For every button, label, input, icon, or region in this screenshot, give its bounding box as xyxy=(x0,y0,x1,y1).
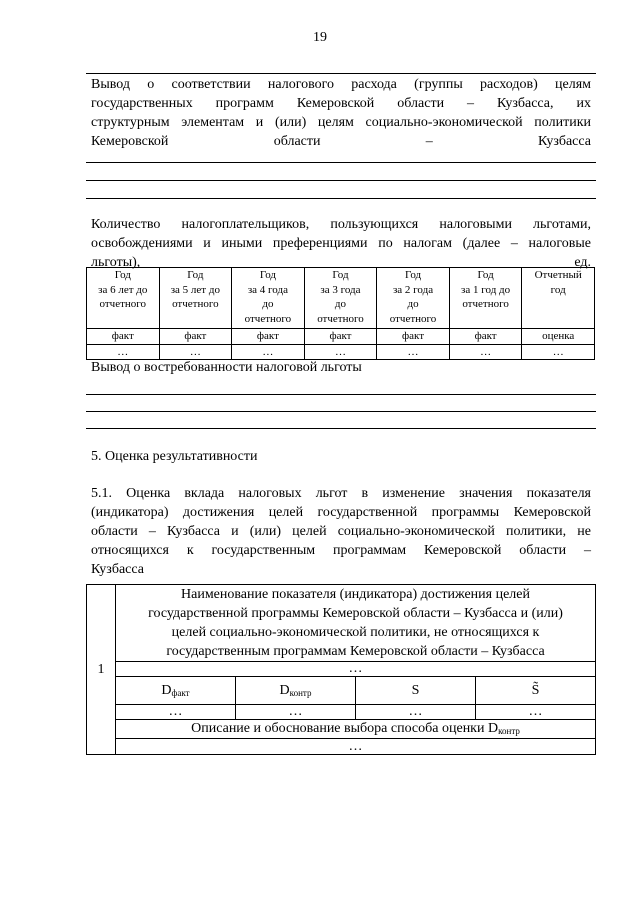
row-number: 1 xyxy=(87,585,116,755)
value-cell: … xyxy=(476,705,596,720)
text-line: освобождениями и иными преференциями по налогам (далее – налоговые xyxy=(91,236,591,251)
column-header: Год за 5 лет до отчетного xyxy=(159,268,232,329)
kind-cell: факт xyxy=(449,329,522,345)
conclusion-goals-text xyxy=(91,75,591,151)
text-line: Кузбасса xyxy=(91,562,144,577)
value-cell: … xyxy=(116,705,236,720)
value-cell: … xyxy=(232,344,305,360)
table-row xyxy=(87,585,596,662)
answer-line xyxy=(86,180,596,181)
table-header-row xyxy=(87,677,596,705)
taxpayers-count-table xyxy=(86,267,595,360)
answer-line xyxy=(86,411,596,412)
text-line: льготы), ед. xyxy=(91,255,591,270)
table-row xyxy=(87,329,595,345)
demand-conclusion-label: Вывод о востребованности налоговой льготы xyxy=(91,360,362,375)
indicator-table xyxy=(86,584,596,755)
table-row xyxy=(87,720,596,739)
column-header: Год за 1 год до отчетного xyxy=(449,268,522,329)
column-header: Год за 4 года до отчетного xyxy=(232,268,305,329)
kind-cell: факт xyxy=(232,329,305,345)
top-rule xyxy=(86,73,596,74)
table-row xyxy=(87,662,596,677)
column-header: S xyxy=(356,677,476,705)
description-value: … xyxy=(116,739,596,755)
answer-line xyxy=(86,162,596,163)
description-label: Описание и обоснование выбора способа оценки $D_{контр}$ xyxy=(116,720,596,739)
kind-cell: факт xyxy=(304,329,377,345)
table-header-row xyxy=(87,268,595,329)
answer-line xyxy=(86,428,596,429)
section-5-1-text xyxy=(91,484,591,579)
value-cell: … xyxy=(377,344,450,360)
text-line: Вывод о соответствии налогового расхода (группы расходов) целям xyxy=(91,77,591,92)
value-cell: … xyxy=(236,705,356,720)
kind-cell: факт xyxy=(159,329,232,345)
page-number: 19 xyxy=(313,30,327,45)
text-line: структурным элементам и (или) целям социально-экономической политики xyxy=(91,115,591,130)
value-cell: … xyxy=(356,705,476,720)
text-line: государственных программ Кемеровской области – Кузбасса, их xyxy=(91,96,591,111)
column-header: Год за 2 года до отчетного xyxy=(377,268,450,329)
value-cell: … xyxy=(87,344,160,360)
column-header: Отчетный год xyxy=(522,268,595,329)
column-header: Год за 6 лет до отчетного xyxy=(87,268,160,329)
indicator-value: … xyxy=(116,662,596,677)
indicator-name: Наименование показателя (индикатора) достижения целей государственной программы Кемеровской области – Кузбасса и (или) целей социально-экономической политики, не относящихся к государственным программам Кемеровской области – Кузбасса xyxy=(116,585,596,662)
text-line: Кемеровской области – Кузбасса xyxy=(91,134,591,149)
value-cell: … xyxy=(304,344,377,360)
column-header: Год за 3 года до отчетного xyxy=(304,268,377,329)
value-cell: … xyxy=(449,344,522,360)
column-header: $D_{факт}$ xyxy=(116,677,236,705)
text-line: области – Кузбасса и (или) целей социально-экономической политики, не xyxy=(91,524,591,539)
table-row xyxy=(87,705,596,720)
kind-cell: факт xyxy=(377,329,450,345)
text-line: относящихся к государственным программам Кемеровской области – xyxy=(91,543,591,558)
section-5-title: 5. Оценка результативности xyxy=(91,449,258,464)
text-line: (индикатора) достижения целей государственной программы Кемеровской xyxy=(91,505,591,520)
column-header: S̃ xyxy=(476,677,596,705)
answer-line xyxy=(86,198,596,199)
table-row xyxy=(87,739,596,755)
text-line: Количество налогоплательщиков, пользующихся налоговыми льготами, xyxy=(91,217,591,232)
table-row xyxy=(87,344,595,360)
column-header: $D_{контр}$ xyxy=(236,677,356,705)
value-cell: … xyxy=(522,344,595,360)
text-line: 5.1. Оценка вклада налоговых льгот в изменение значения показателя xyxy=(91,486,591,501)
answer-line xyxy=(86,394,596,395)
kind-cell: оценка xyxy=(522,329,595,345)
taxpayers-count-text xyxy=(91,215,591,272)
value-cell: … xyxy=(159,344,232,360)
kind-cell: факт xyxy=(87,329,160,345)
